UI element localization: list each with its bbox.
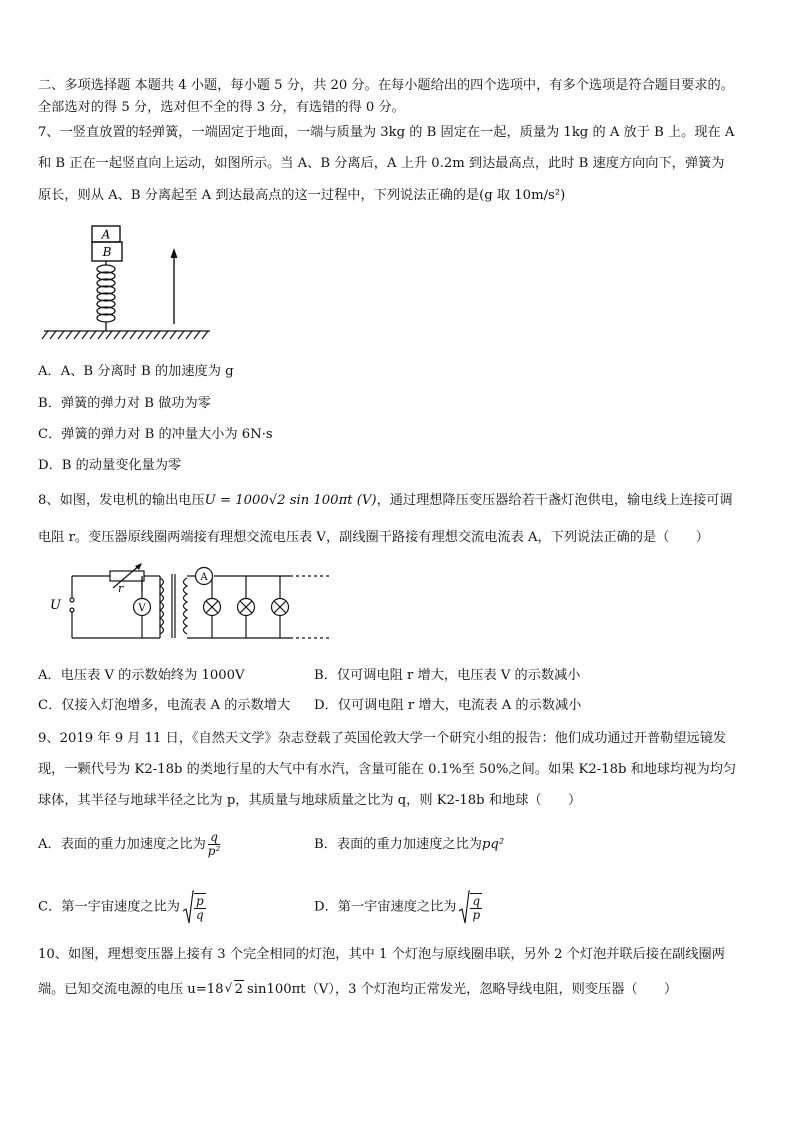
q7-option-a[interactable]: A．A、B 分离时 B 的加速度为 g xyxy=(38,364,234,379)
q8-option-d[interactable]: D．仅可调电阻 r 增大，电流表 A 的示数减小 xyxy=(314,698,582,713)
q9-option-a-fraction xyxy=(208,831,221,858)
section-heading-line2: 全部选对的得 5 分，选对但不全的得 3 分，有选错的得 0 分。 xyxy=(38,100,405,115)
q9-option-b[interactable] xyxy=(314,836,504,854)
q8-voltmeter-label: V xyxy=(138,603,146,614)
q8-stem-line2: 电阻 r。变压器原线圈两端接有理想交流电压表 V，副线圈干路接有理想交流电流表 A，下列说法正确的是（ ） xyxy=(38,530,709,545)
q8-option-b[interactable]: B．仅可调电阻 r 增大，电压表 V 的示数减小 xyxy=(314,668,581,683)
q7-stem-line3: 原长，则从 A、B 分离起至 A 到达最高点的这一过程中，下列说法正确的是(g 取 10m/s²) xyxy=(38,188,566,203)
q9-option-c-text: C．第一宇宙速度之比为 xyxy=(38,899,180,915)
q7-spring-figure xyxy=(38,218,218,343)
q9-option-c-numerator: p xyxy=(195,893,204,908)
q9-option-a[interactable] xyxy=(38,831,220,858)
q10-stem-line2 xyxy=(38,980,677,999)
q7-ground xyxy=(42,331,210,339)
q9-option-d-denominator: p xyxy=(472,907,481,922)
q7-option-d[interactable]: D．B 的动量变化量为零 xyxy=(38,458,182,473)
q9-stem-line3: 球体，其半径与地球半径之比为 p，其质量与地球质量之比为 q，则 K2-18b 和地球（ ） xyxy=(38,793,582,808)
q9-option-a-denominator: p² xyxy=(207,844,221,858)
q8-formula: U = 1000√2 sin 100πt (V) xyxy=(204,493,377,508)
q7-block-b-label: B xyxy=(102,245,112,259)
q8-lamp-icon xyxy=(272,599,289,616)
q8-circuit-figure xyxy=(40,562,340,648)
q8-lamp-icon xyxy=(204,599,221,616)
q10-stem-pre: 端。已知交流电源的电压 u=18 xyxy=(38,982,224,997)
q9-option-b-text: B．表面的重力加速度之比为 xyxy=(314,837,482,852)
q9-option-b-expression: pq² xyxy=(481,837,505,852)
q9-option-d-sqrt xyxy=(458,889,482,925)
q9-option-a-text: A．表面的重力加速度之比为 xyxy=(38,837,206,852)
q9-option-d-numerator: q xyxy=(472,893,481,908)
q7-velocity-arrow-icon xyxy=(171,248,178,324)
q7-stem-line2: 和 B 正在一起竖直向上运动，如图所示。当 A、B 分离后，A 上升 0.2m 到达最高点，此时 B 速度方向向下，弹簧为 xyxy=(38,156,725,171)
q9-stem-line2: 现，一颗代号为 K2-18b 的类地行星的大气中有水汽，含量可能在 0.1%至 50%之间。如果 K2-18b 和地球均视为均匀 xyxy=(38,762,737,777)
q8-stem-pre: 8、如图，发电机的输出电压 xyxy=(38,493,205,508)
q8-option-a[interactable]: A．电压表 V 的示数始终为 1000V xyxy=(38,668,245,683)
q8-r-label: r xyxy=(118,582,124,595)
q7-stem-line1: 7、一竖直放置的轻弹簧，一端固定于地面，一端与质量为 3kg 的 B 固定在一起，质量为 1kg 的 A 放于 B 上。现在 A xyxy=(38,125,735,140)
q9-option-d[interactable] xyxy=(314,889,482,925)
q7-spring xyxy=(97,261,115,331)
section-heading-line1: 二、多项选择题 本题共 4 小题，每小题 5 分，共 20 分。在每小题给出的四个选项中，有多个选项是符合题目要求的。 xyxy=(38,78,734,93)
q9-option-a-numerator: q xyxy=(208,831,221,845)
q8-option-c[interactable]: C．仅接入灯泡增多，电流表 A 的示数增大 xyxy=(38,698,291,713)
q10-sqrt: √ 2 xyxy=(224,981,243,997)
q7-option-b[interactable]: B．弹簧的弹力对 B 做功为零 xyxy=(38,396,211,411)
q8-lamp-icon xyxy=(238,599,255,616)
q8-stem-post: ，通过理想降压变压器给若干盏灯泡供电，输电线上连接可调 xyxy=(376,493,733,508)
q7-block-a-label: A xyxy=(101,227,111,242)
q9-option-c[interactable] xyxy=(38,889,206,925)
q10-stem-post: sin100πt（V），3 个灯泡均正常发光，忽略导线电阻，则变压器（ ） xyxy=(246,982,678,997)
q8-stem-line1 xyxy=(38,492,733,510)
q7-option-c[interactable]: C．弹簧的弹力对 B 的冲量大小为 6N·s xyxy=(38,427,273,442)
q9-stem-line1: 9、2019 年 9 月 11 日，《自然天文学》杂志登载了英国伦敦大学一个研究小组的报告：他们成功通过开普勒望远镜发 xyxy=(38,731,727,746)
q9-option-c-denominator: q xyxy=(195,907,204,922)
q9-option-d-text: D．第一宇宙速度之比为 xyxy=(314,899,457,915)
q10-sqrt-value: 2 xyxy=(234,982,243,997)
q9-option-c-sqrt xyxy=(182,889,206,925)
q8-u-label: U xyxy=(50,598,61,613)
q8-ammeter-label: A xyxy=(200,572,208,583)
q10-stem-line1: 10、如图，理想变压器上接有 3 个完全相同的灯泡，其中 1 个灯泡与原线圈串联，另外 2 个灯泡并联后接在副线圈两 xyxy=(38,947,725,962)
